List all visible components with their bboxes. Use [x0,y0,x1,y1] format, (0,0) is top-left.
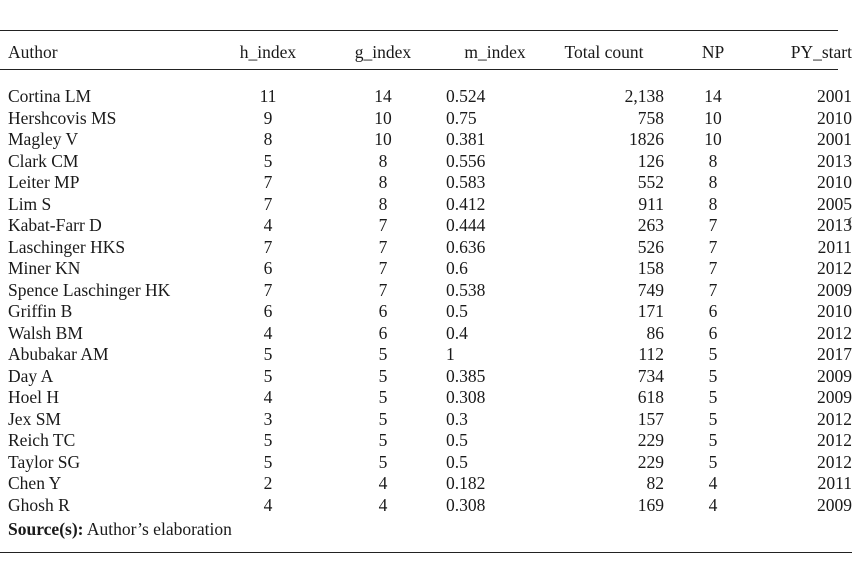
cell-h-index: 4 [263,215,273,235]
author-metrics-table [8,38,852,516]
cell-m-index: 0.385 [446,365,486,386]
cell-total-count: 526 [637,236,664,257]
cell-np: 7 [708,215,718,235]
cell-m-index: 0.412 [446,193,486,214]
cell-g-index: 4 [378,494,388,515]
table-row [8,387,852,409]
column-header-total-count: Total count [564,42,644,62]
cell-m-index: 0.381 [446,129,486,149]
cell-h-index: 9 [263,107,273,128]
cell-author: Ghosh R [8,494,70,515]
cell-author: Taylor SG [8,451,81,472]
cell-author: Kabat-Farr D [8,215,102,235]
cell-h-index: 5 [263,365,273,386]
cell-py-start: 2001 [817,129,852,149]
cell-m-index: 0.538 [446,279,486,300]
cell-m-index: 0.5 [446,301,468,321]
cell-g-index: 4 [378,473,388,493]
cell-m-index: 0.308 [446,387,486,407]
cell-h-index: 5 [263,150,273,171]
table-row [8,366,852,388]
cell-np: 5 [708,408,718,429]
column-header-h-index: h_index [239,42,297,62]
cell-author: Day A [8,365,54,386]
cell-total-count: 1826 [629,129,664,149]
table-row [8,323,852,345]
cell-np: 7 [708,258,718,278]
cell-author: Griffin B [8,301,73,321]
cell-author: Reich TC [8,430,76,450]
cell-np: 8 [708,193,718,214]
cell-g-index: 8 [378,172,388,192]
table-row [8,258,852,280]
cell-np: 6 [708,322,718,343]
cell-h-index: 5 [263,344,273,364]
table-row [8,280,852,302]
cell-g-index: 7 [378,215,388,235]
table-header-row [8,38,852,72]
cell-g-index: 6 [378,322,388,343]
cell-np: 5 [708,430,718,450]
cell-total-count: 749 [637,279,664,300]
table-row [8,473,852,495]
cell-m-index: 0.524 [446,86,486,106]
cell-g-index: 8 [378,150,388,171]
cell-author: Spence Laschinger HK [8,279,171,300]
cell-h-index: 7 [263,172,273,192]
cell-py-start: 2013 [817,150,852,171]
cell-g-index: 6 [378,301,388,321]
cell-m-index: 0.308 [446,494,486,515]
cell-g-index: 5 [378,430,388,450]
cell-g-index: 10 [374,107,392,128]
cell-author: Hoel H [8,387,60,407]
cell-author: Hershcovis MS [8,107,117,128]
cell-h-index: 2 [263,473,273,493]
cell-m-index: 0.75 [446,107,477,128]
cell-py-start: 2013 [817,215,852,235]
cell-g-index: 10 [374,129,392,149]
cell-total-count: 82 [646,473,664,493]
cell-h-index: 8 [263,129,273,149]
column-header-py-start: PY_start [790,42,852,62]
cell-np: 5 [708,344,718,364]
cell-g-index: 7 [378,279,388,300]
cell-author: Cortina LM [8,86,92,106]
cell-total-count: 171 [637,301,664,321]
column-header-np: NP [701,42,725,62]
table-row [8,194,852,216]
cell-py-start: 2011 [817,236,852,257]
table-row [8,301,852,323]
cell-m-index: 0.182 [446,473,486,493]
cell-np: 4 [708,494,718,515]
source-text: Author’s elaboration [83,519,232,539]
cell-g-index: 14 [374,86,392,106]
cell-m-index: 1 [446,344,455,364]
table-row [8,430,852,452]
cell-g-index: 5 [378,408,388,429]
cell-g-index: 7 [378,236,388,257]
cell-total-count: 734 [637,365,664,386]
cell-total-count: 169 [637,494,664,515]
table-row [8,151,852,173]
column-header-m-index: m_index [464,42,526,62]
source-label: Source(s): [8,519,84,539]
cell-h-index: 7 [263,279,273,300]
cell-author: Clark CM [8,150,79,171]
cell-py-start: 2009 [817,365,852,386]
cell-total-count: 263 [637,215,664,235]
cell-py-start: 2005 [817,193,852,214]
cell-np: 4 [708,473,718,493]
cell-g-index: 7 [378,258,388,278]
cell-total-count: 112 [638,344,664,364]
cell-author: Jex SM [8,408,61,429]
table-row [8,215,852,237]
cell-np: 7 [708,236,718,257]
cell-total-count: 229 [637,451,664,472]
table-row [8,129,852,151]
cell-m-index: 0.6 [446,258,468,278]
cell-np: 14 [704,86,722,106]
table-row [8,172,852,194]
cell-py-start: 2012 [817,408,852,429]
cell-m-index: 0.5 [446,451,468,472]
cell-author: Miner KN [8,258,81,278]
cell-h-index: 7 [263,236,273,257]
table-top-rule [0,30,838,31]
cell-total-count: 2,138 [624,86,664,106]
cell-total-count: 126 [637,150,664,171]
cell-m-index: 0.583 [446,172,486,192]
cell-total-count: 86 [646,322,664,343]
column-header-author: Author [8,42,58,62]
cell-m-index: 0.444 [446,215,486,235]
table-body [8,72,852,516]
cell-h-index: 5 [263,430,273,450]
cell-author: Magley V [8,129,79,149]
cell-py-start: 2009 [817,279,852,300]
cell-py-start: 2009 [817,494,852,515]
cell-h-index: 7 [263,193,273,214]
table-bottom-rule [0,552,852,553]
table-row [8,72,852,108]
cell-h-index: 4 [263,494,273,515]
table-row [8,108,852,130]
cell-total-count: 618 [637,387,664,407]
cell-author: Laschinger HKS [8,236,126,257]
cell-np: 5 [708,387,718,407]
cell-py-start: 2009 [817,387,852,407]
cell-np: 10 [704,107,722,128]
cell-total-count: 911 [638,193,664,214]
cell-np: 5 [708,451,718,472]
cell-author: Leiter MP [8,172,80,192]
cell-np: 6 [708,301,718,321]
cell-np: 8 [708,150,718,171]
cell-py-start: 2010 [817,301,852,321]
cell-np: 7 [708,279,718,300]
cell-py-start: 2017 [817,344,852,364]
cell-np: 5 [708,365,718,386]
cell-g-index: 5 [378,344,388,364]
cell-h-index: 6 [263,301,273,321]
cell-m-index: 0.556 [446,150,486,171]
cell-author: Walsh BM [8,322,83,343]
cell-py-start: 2010 [817,172,852,192]
cell-author: Lim S [8,193,52,214]
cell-total-count: 229 [637,430,664,450]
cell-h-index: 3 [263,408,273,429]
cell-np: 10 [704,129,722,149]
cell-m-index: 0.3 [446,408,468,429]
table-row [8,237,852,259]
cell-g-index: 5 [378,451,388,472]
table-row [8,409,852,431]
cell-author: Chen Y [8,473,62,493]
cell-py-start: 2011 [817,473,852,493]
cell-total-count: 157 [637,408,664,429]
cell-h-index: 5 [263,451,273,472]
cell-py-start: 2012 [817,430,852,450]
cell-total-count: 158 [637,258,664,278]
table-row [8,452,852,474]
cell-m-index: 0.5 [446,430,468,450]
cell-py-start: 2012 [817,322,852,343]
cell-py-start: 2001 [817,86,852,106]
cell-g-index: 8 [378,193,388,214]
cell-m-index: 0.636 [446,236,486,257]
cell-h-index: 4 [263,322,273,343]
cell-g-index: 5 [378,365,388,386]
column-header-g-index: g_index [354,42,412,62]
cell-g-index: 5 [378,387,388,407]
source-note [8,518,232,540]
table-row [8,495,852,517]
cell-total-count: 552 [637,172,664,192]
cell-h-index: 11 [259,86,277,106]
cell-h-index: 4 [263,387,273,407]
cell-py-start: 2010 [817,107,852,128]
table-row [8,344,852,366]
cell-py-start: 2012 [817,451,852,472]
margin-mark [848,217,852,227]
cell-h-index: 6 [263,258,273,278]
cell-total-count: 758 [637,107,664,128]
cell-author: Abubakar AM [8,344,109,364]
cell-m-index: 0.4 [446,322,468,343]
cell-py-start: 2012 [817,258,852,278]
cell-np: 8 [708,172,718,192]
